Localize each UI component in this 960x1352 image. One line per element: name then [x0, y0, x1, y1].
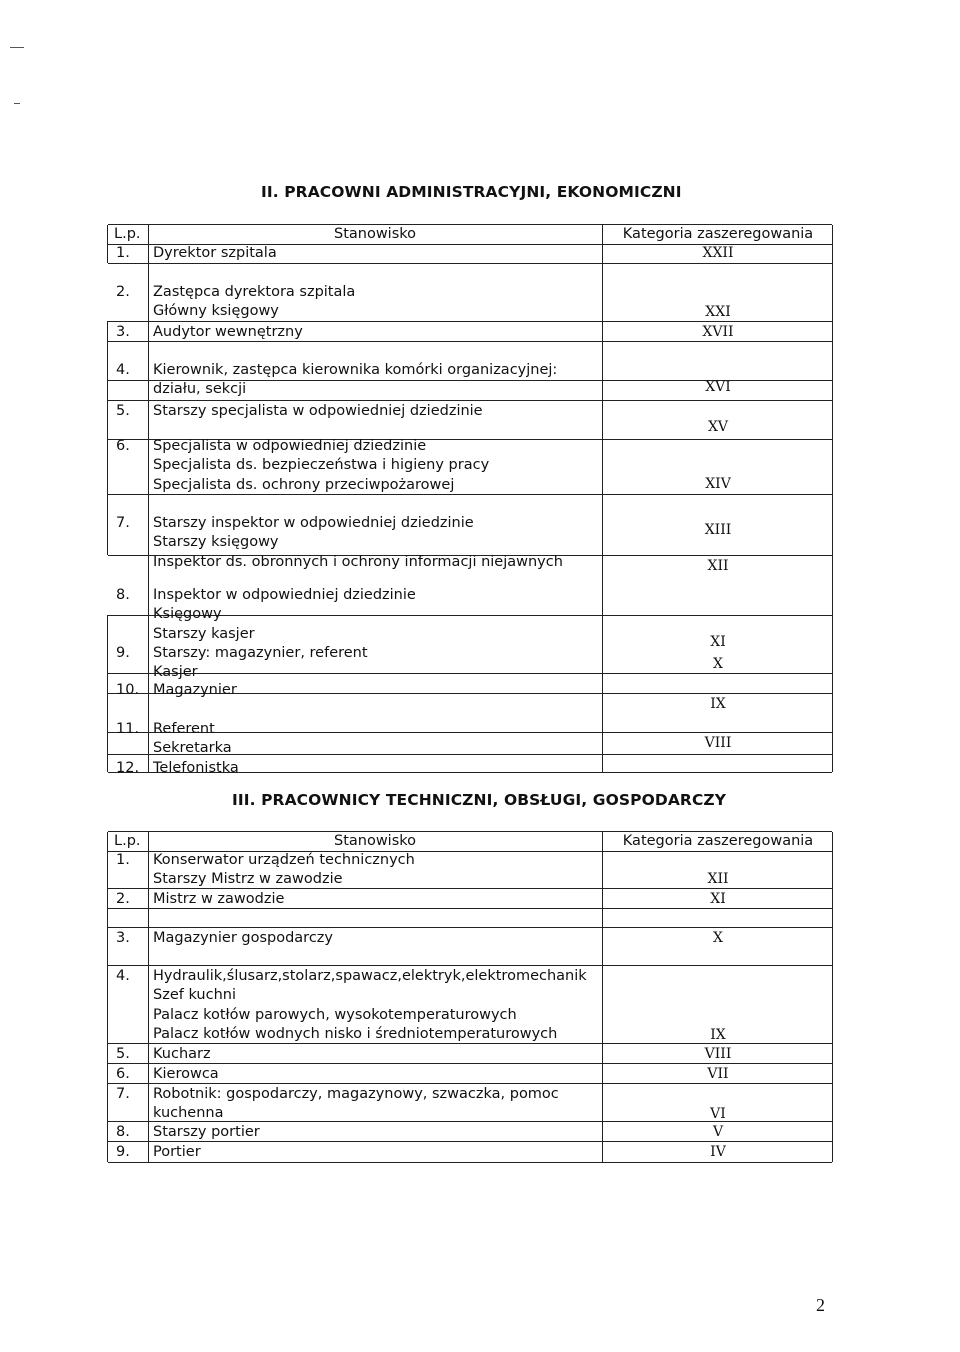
table-edge [107, 832, 108, 1162]
position-name: Starszy: magazynier, referent [153, 645, 368, 661]
salary-category: XII [707, 558, 729, 574]
position-name: Magazynier [153, 682, 237, 698]
salary-category: VII [707, 1066, 729, 1082]
column-divider [148, 225, 149, 772]
position-name: Starszy Mistrz w zawodzie [153, 871, 343, 888]
position-name: Kasjer [153, 664, 198, 681]
header-stanowisko: Stanowisko [333, 833, 417, 849]
salary-category: XI [710, 634, 726, 650]
salary-category: XII [707, 871, 729, 887]
position-name: Specjalista ds. ochrony przeciwpożarowej [153, 476, 455, 493]
scan-mark [14, 103, 20, 104]
position-name: Szef kuchni [153, 987, 236, 1004]
position-name: Hydraulik,ślusarz,stolarz,spawacz,elektryk,elektromechanik [153, 968, 587, 984]
row-number: 3. [116, 324, 130, 340]
row-number: 6. [116, 1066, 130, 1082]
section3-table [108, 831, 832, 1163]
position-name: Portier [153, 1144, 201, 1160]
row-number: 12. [116, 760, 140, 776]
row-number: 6. [116, 438, 130, 454]
position-name: kuchenna [153, 1105, 224, 1122]
position-name: Starszy księgowy [153, 534, 279, 551]
position-name: Specjalista ds. bezpieczeństwa i higieny pracy [153, 457, 490, 474]
position-name: Sekretarka [153, 740, 232, 757]
header-kategoria: Kategoria zaszeregowania [622, 833, 814, 849]
salary-category: IV [710, 1144, 726, 1160]
position-name: Specjalista w odpowiedniej dziedzinie [153, 438, 427, 454]
salary-category: XXI [705, 304, 731, 320]
position-name: Kierowca [153, 1066, 219, 1082]
salary-category: V [712, 1124, 724, 1140]
salary-category: XI [710, 891, 726, 907]
section2-title: II. PRACOWNI ADMINISTRACYJNI, EKONOMICZNI [261, 183, 682, 201]
column-divider [148, 832, 149, 1162]
row-number: 5. [116, 1046, 130, 1062]
salary-category: VIII [704, 1046, 732, 1062]
row-number: 7. [116, 515, 130, 531]
section2-table [108, 224, 832, 776]
scan-mark [10, 47, 24, 48]
position-name: Starszy specjalista w odpowiedniej dziedzinie [153, 403, 483, 419]
table-edge [832, 225, 833, 772]
row-divider [108, 263, 832, 264]
column-divider [602, 225, 603, 772]
row-divider [108, 927, 832, 928]
column-divider [602, 832, 603, 1162]
salary-category: XXII [702, 245, 734, 261]
row-number: 1. [116, 852, 130, 868]
salary-category: XIV [705, 476, 731, 492]
position-name: Zastępca dyrektora szpitala [153, 284, 356, 300]
position-name: Telefonistka [153, 760, 239, 776]
position-name: Kierownik, zastępca kierownika komórki organizacyjnej: [153, 362, 558, 378]
position-name: Palacz kotłów wodnych nisko i średniotemperaturowych [153, 1026, 558, 1043]
header-kategoria: Kategoria zaszeregowania [622, 226, 814, 242]
row-number: 8. [116, 587, 130, 603]
row-divider [108, 965, 832, 966]
salary-category: VI [710, 1106, 726, 1122]
position-name: Kucharz [153, 1046, 211, 1062]
position-name: Dyrektor szpitala [153, 245, 277, 261]
position-name: Referent [153, 721, 215, 737]
header-lp: L.p. [114, 833, 141, 849]
position-name: Starszy portier [153, 1124, 260, 1140]
salary-category: XVII [702, 324, 734, 340]
row-number: 2. [116, 891, 130, 907]
salary-category: IX [710, 1027, 726, 1043]
row-number: 11. [116, 721, 140, 737]
salary-category: X [713, 930, 723, 946]
position-name: Starszy inspektor w odpowiedniej dziedzinie [153, 515, 474, 531]
page-number: 2 [816, 1295, 825, 1315]
row-number: 9. [116, 645, 130, 661]
position-name: Księgowy [153, 606, 222, 623]
section3-title: III. PRACOWNICY TECHNICZNI, OBSŁUGI, GOSPODARCZY [232, 791, 727, 809]
row-number: 9. [116, 1144, 130, 1160]
salary-category: IX [710, 696, 726, 712]
position-name: Mistrz w zawodzie [153, 891, 285, 907]
salary-category: XIII [704, 522, 732, 538]
row-number: 2. [116, 284, 130, 300]
row-number: 4. [116, 362, 130, 378]
row-number: 5. [116, 403, 130, 419]
row-number: 3. [116, 930, 130, 946]
position-name: Palacz kotłów parowych, wysokotemperaturowych [153, 1006, 517, 1023]
table-edge [107, 321, 108, 555]
row-divider [108, 673, 832, 674]
row-number: 8. [116, 1124, 130, 1140]
row-number: 10. [116, 682, 140, 698]
header-stanowisko: Stanowisko [333, 226, 417, 242]
position-name: Starszy kasjer [153, 625, 255, 642]
position-name: Magazynier gospodarczy [153, 930, 333, 946]
position-name: Konserwator urządzeń technicznych [153, 852, 415, 868]
position-name: Audytor wewnętrzny [153, 324, 303, 340]
position-name: działu, sekcji [153, 381, 247, 398]
row-divider [108, 400, 832, 401]
header-lp: L.p. [114, 226, 141, 242]
row-number: 7. [116, 1086, 130, 1102]
salary-category: XV [707, 419, 729, 435]
position-name: Główny księgowy [153, 303, 279, 320]
salary-category: VIII [704, 735, 732, 751]
row-number: 4. [116, 968, 130, 984]
position-name: Inspektor w odpowiedniej dziedzinie [153, 587, 416, 603]
salary-category: X [713, 656, 723, 672]
row-number: 1. [116, 245, 130, 261]
table-edge [832, 832, 833, 1162]
position-name: Inspektor ds. obronnych i ochrony informacji niejawnych [153, 553, 563, 570]
position-name: Robotnik: gospodarczy, magazynowy, szwaczka, pomoc [153, 1086, 559, 1102]
salary-category: XVI [705, 379, 731, 395]
row-divider [108, 732, 832, 733]
